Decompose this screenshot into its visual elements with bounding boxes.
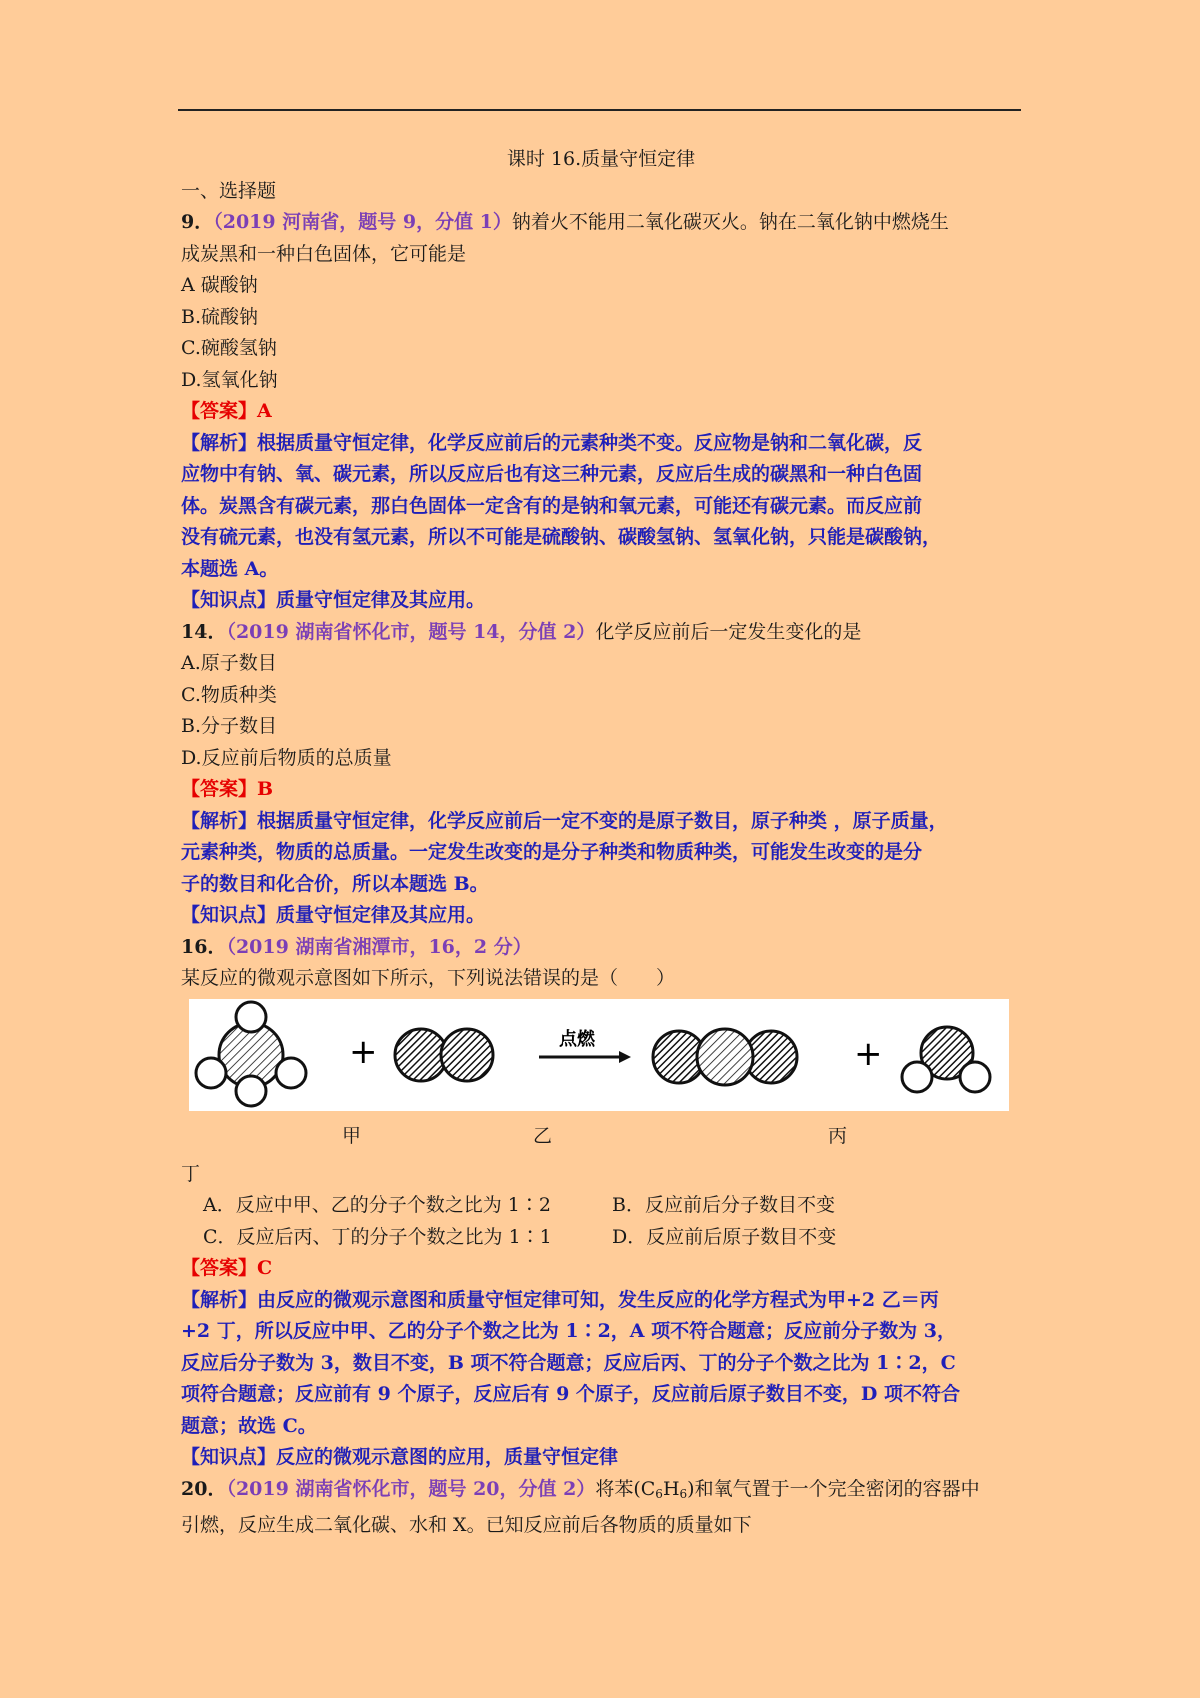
options-row [181,1190,1021,1222]
analysis-line: 没有硫元素，也没有氢元素，所以不可能是硫酸钠、碳酸氢钠、氢氧化钠，只能是碳酸钠， [181,526,942,548]
option-d: D.反应前后物质的总质量 [181,746,392,769]
question-16-stem [181,932,1021,995]
question-text: )和氧气置于一个完全密闭的容器中 [687,1477,980,1500]
question-source: （2019 湖南省怀化市，题号 20，分值 2） [226,1477,596,1500]
reaction-diagram [189,999,1009,1111]
analysis-line: 项符合题意；反应前有 9 个原子，反应后有 9 个原子，反应前后原子数目不变，D 项不符合 [181,1383,960,1405]
question-20-stem-cont: 引燃，反应生成二氧化碳、水和 X。已知反应前后各物质的质量如下 [181,1514,752,1536]
option-c: C．反应后丙、丁的分子个数之比为 1∶1 [203,1225,552,1248]
question-20-stem [181,1474,1021,1511]
section-heading: 一、选择题 [181,179,277,202]
arrow-label: 点燃 [559,1028,595,1050]
page-title: 课时 16.质量守恒定律 [506,148,696,170]
analysis-line: 元素种类，物质的总质量。一定发生改变的是分子种类和物质种类，可能发生改变的是分 [181,841,923,863]
question-number: 9． [181,211,214,233]
molecule-ding [902,1027,990,1092]
option-c: C.碗酸氢钠 [181,337,277,359]
reaction-diagram-svg [189,999,1009,1111]
knowledge-point: 【知识点】质量守恒定律及其应用。 [181,589,486,611]
plus-sign: + [349,1031,378,1072]
answer: 【答案】B [181,778,274,800]
molecule-jia [196,1002,306,1106]
option-a: A.原子数目 [181,652,277,674]
plus-sign: + [854,1033,883,1074]
knowledge-point: 【知识点】质量守恒定律及其应用。 [181,904,486,926]
analysis-line: 【解析】根据质量守恒定律，化学反应前后一定不变的是原子数目，原子种类 ，原子质量， [181,809,948,832]
label-jia: 甲 [342,1124,362,1147]
options-row [181,1222,1021,1254]
question-text: H [662,1477,680,1500]
molecule-bing [653,1029,797,1085]
analysis-line: 反应后分子数为 3，数目不变，B 项不符合题意；反应后丙、丁的分子个数之比为 1∶2，C [181,1351,956,1374]
question-9-stem [181,207,1021,239]
analysis-line: 【解析】由反应的微观示意图和质量守恒定律可知，发生反应的化学方程式为甲+2 乙＝丙 [181,1288,939,1311]
question-source: （2019 湖南省怀化市，题号 14，分值 2） [226,620,596,643]
analysis-line: 应物中有钠、氧、碳元素，所以反应后也有这三种元素，反应后生成的碳黑和一种白色固 [181,463,923,485]
molecule-yi [395,1029,493,1081]
question-text: 钠着火不能用二氧化碳灭火。钠在二氧化钠中燃烧生 [511,211,949,233]
document-body [181,144,1021,1542]
analysis-line: 体。炭黑含有碳元素，那白色固体一定含有的是钠和氧元素，可能还有碳元素。而反应前 [181,494,923,517]
option-d: D．反应前后原子数目不变 [612,1225,837,1248]
question-number: 14． [181,620,227,643]
molecule-labels [181,1111,1021,1159]
subscript: 6 [679,1486,688,1501]
answer: 【答案】C [181,1257,273,1279]
analysis-line: 子的数目和化合价，所以本题选 B。 [181,872,489,895]
option-b: B．反应前后分子数目不变 [612,1194,835,1216]
label-bing: 丙 [828,1124,848,1147]
analysis-line: 本题选 A。 [181,557,279,580]
question-text: 某反应的微观示意图如下所示，下列说法错误的是（ ） [181,967,676,989]
question-9-stem-cont: 成炭黑和一种白色固体，它可能是 [181,242,467,265]
option-a: A 碳酸钠 [181,274,258,296]
answer: 【答案】A [181,400,272,422]
question-source: （2019 河南省，题号 9，分值 1） [213,211,512,233]
option-b: B.硫酸钠 [181,305,259,328]
question-14-stem [181,617,1021,649]
label-yi: 乙 [533,1124,553,1147]
option-b: B.分子数目 [181,715,278,737]
option-d: D.氢氧化钠 [181,368,278,391]
option-a: A．反应中甲、乙的分子个数之比为 1∶2 [203,1194,551,1216]
question-number: 16． [181,935,227,958]
reaction-arrow [539,1028,631,1063]
question-source: （2019 湖南省湘潭市，16，2 分） [226,935,532,958]
subscript: 6 [655,1486,663,1501]
label-ding: 丁 [181,1162,201,1185]
header-rule [178,109,1021,111]
knowledge-point: 【知识点】反应的微观示意图的应用，质量守恒定律 [181,1446,619,1468]
analysis-line: +2 丁，所以反应中甲、乙的分子个数之比为 1∶2，A 项不符合题意；反应前分子数为 3， [181,1320,957,1342]
analysis-line: 题意；故选 C。 [181,1414,317,1437]
question-text: 化学反应前后一定发生变化的是 [595,620,862,643]
analysis-line: 【解析】根据质量守恒定律，化学反应前后的元素种类不变。反应物是钠和二氧化碳，反 [181,431,923,454]
question-number: 20． [181,1477,227,1500]
question-text: 将苯(C [595,1477,656,1500]
option-c: C.物质种类 [181,683,277,706]
